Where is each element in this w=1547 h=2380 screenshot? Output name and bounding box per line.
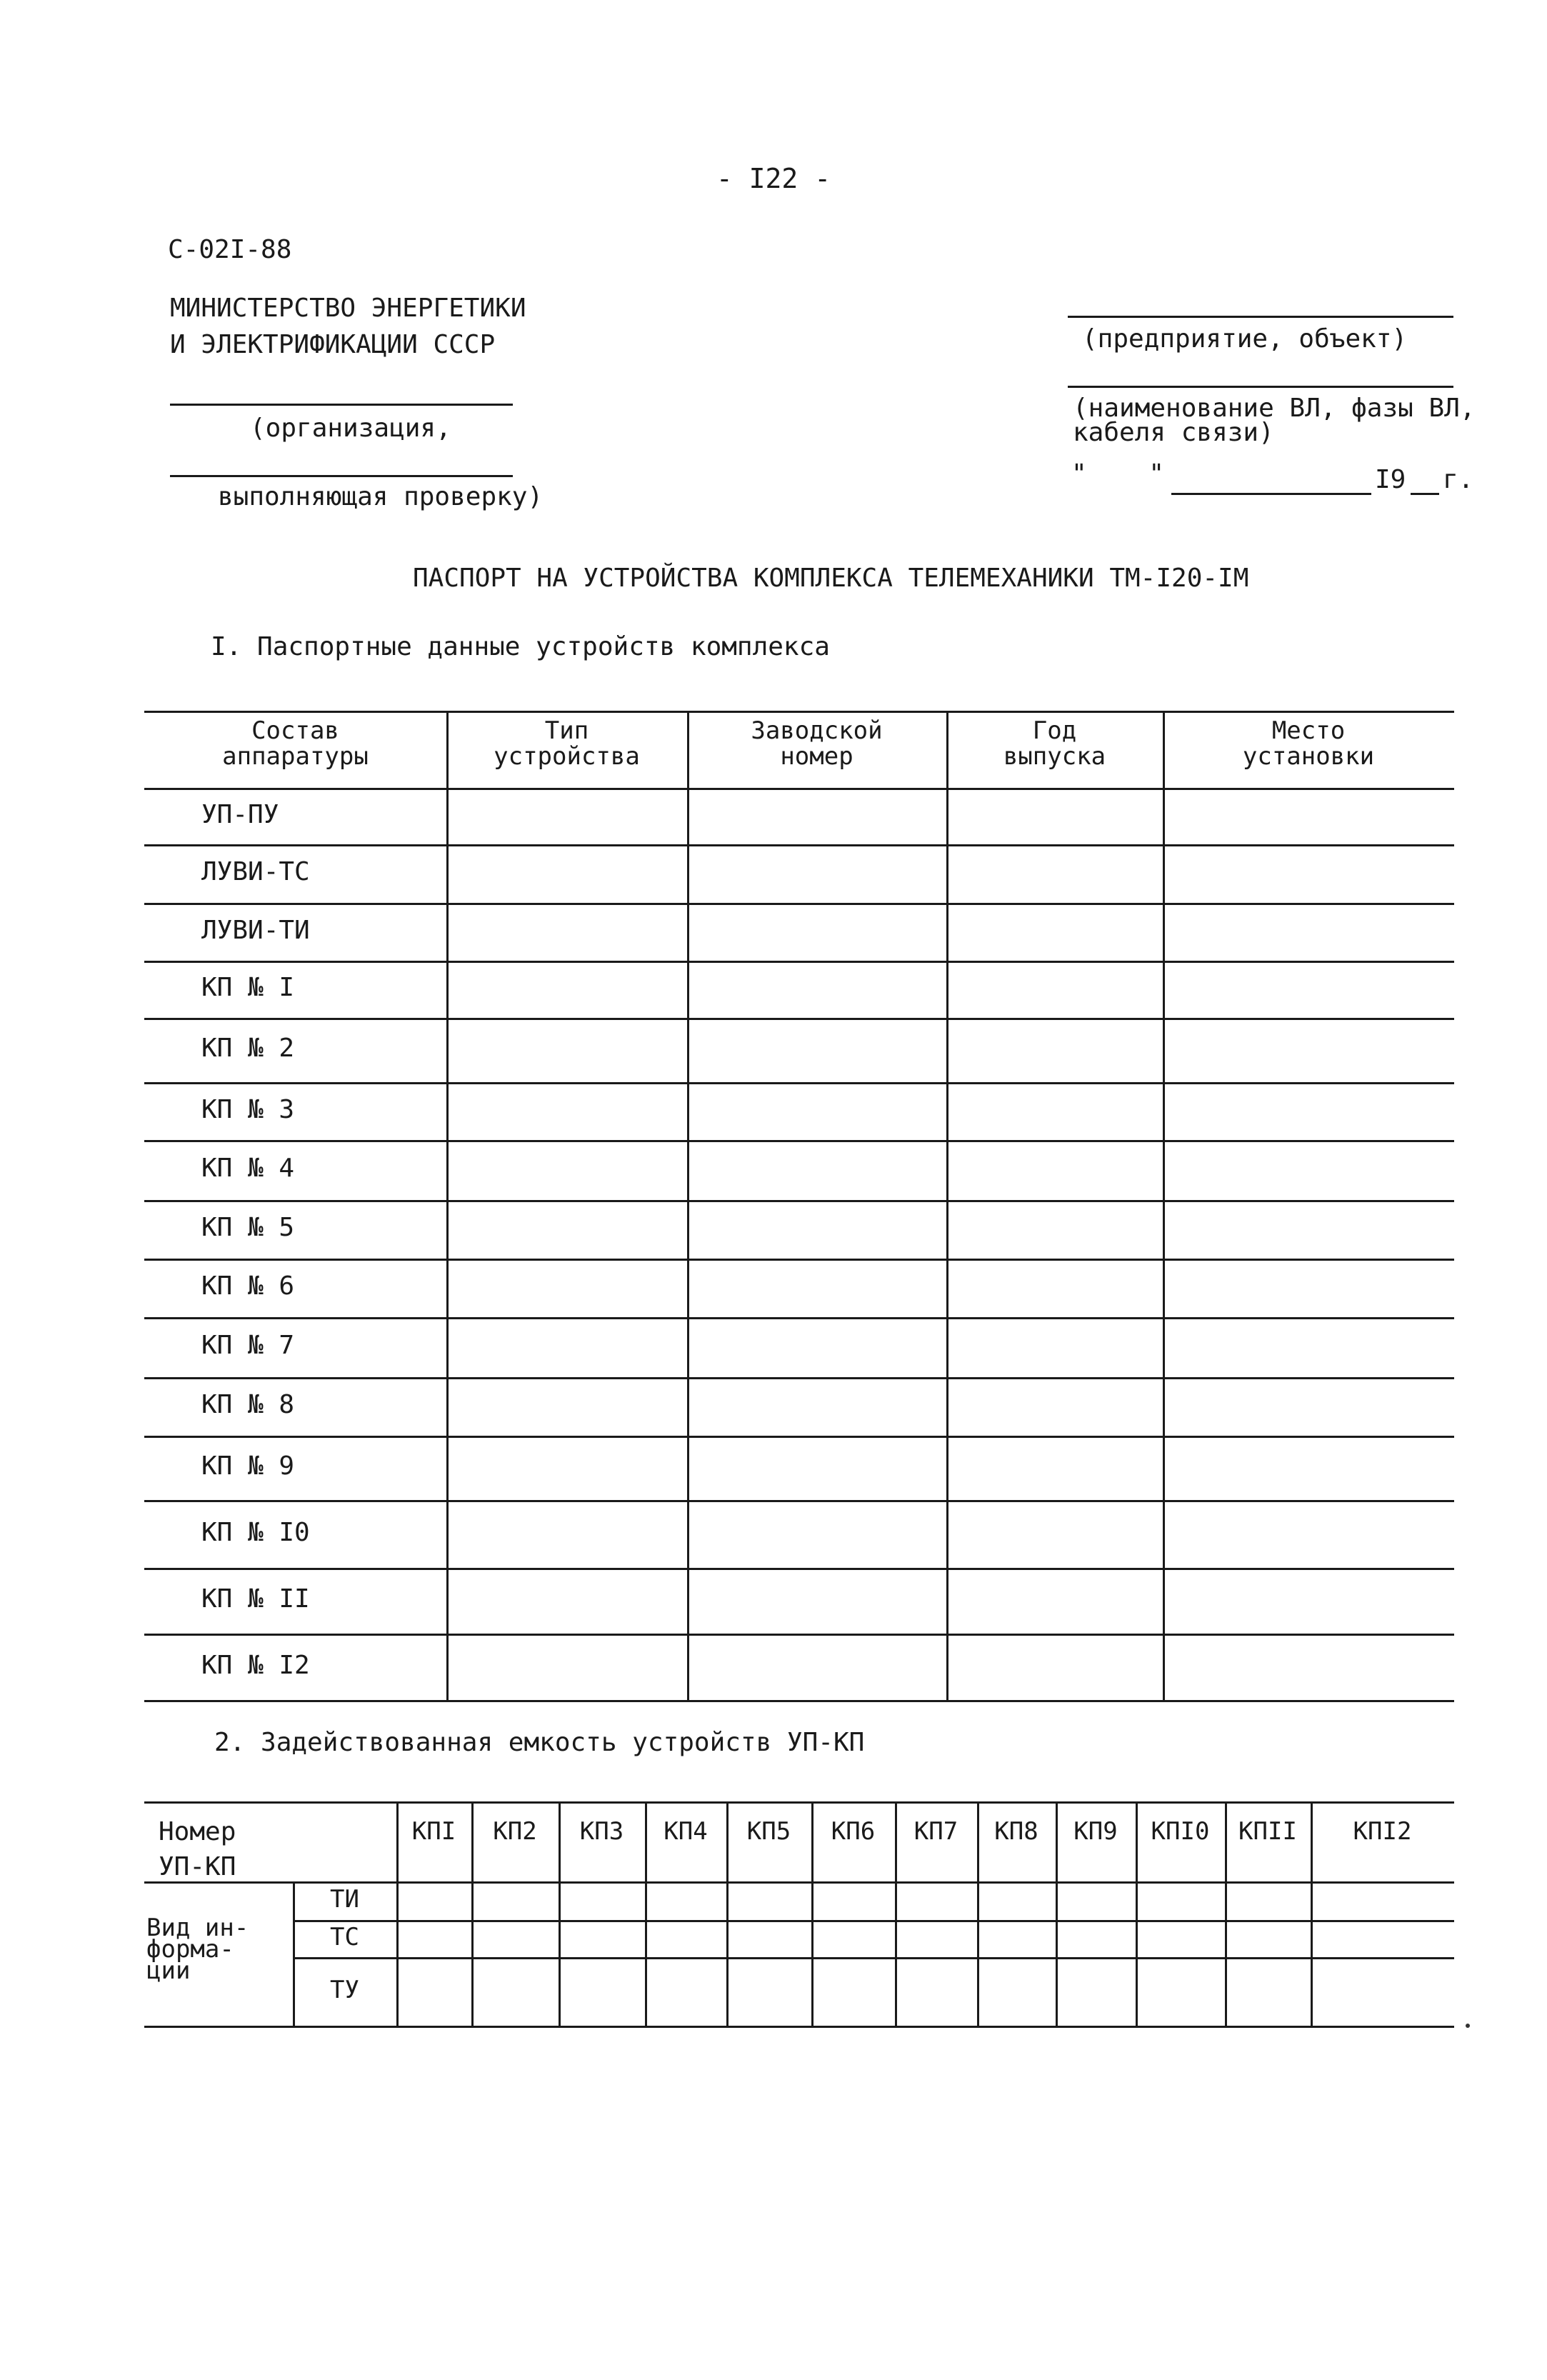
document-title: ПАСПОРТ НА УСТРОЙСТВА КОМПЛЕКСА ТЕЛЕМЕХАНИКИ ТМ-I20-IM bbox=[413, 564, 1249, 593]
header-line-2: аппаратуры bbox=[222, 742, 369, 771]
table-2-row-line bbox=[293, 1920, 1454, 1922]
table-1-row-line bbox=[144, 844, 1454, 846]
table-1-row-label: КП № I0 bbox=[201, 1518, 310, 1547]
table-2-column-header: КП6 bbox=[831, 1817, 876, 1846]
table-1-row-line bbox=[144, 1259, 1454, 1261]
document-code: С-02I-88 bbox=[168, 235, 292, 264]
table-1-row-label: ЛУВИ-ТС bbox=[201, 857, 310, 886]
table-1-top-line bbox=[144, 711, 1454, 713]
header-line-2: номер bbox=[780, 742, 853, 771]
info-type-label-2: форма- bbox=[146, 1935, 234, 1964]
header-line-1: Год bbox=[1032, 716, 1077, 745]
table-2-column-header: КПI0 bbox=[1151, 1817, 1210, 1846]
date-year-prefix: I9 bbox=[1375, 465, 1406, 494]
organization-caption: (организация, bbox=[250, 414, 451, 443]
header-line-2: выпуска bbox=[1003, 742, 1106, 771]
table-1-row-line bbox=[144, 961, 1454, 963]
table-1-row-label: ЛУВИ-ТИ bbox=[201, 916, 310, 945]
table-2-row-line bbox=[293, 1957, 1454, 1959]
line-name-blank-line bbox=[1068, 386, 1453, 388]
header-line-2: устройства bbox=[494, 742, 640, 771]
header-line-2: установки bbox=[1242, 742, 1375, 771]
table-1-column-line bbox=[446, 711, 449, 1700]
header-line-1: Состав bbox=[251, 716, 339, 745]
table-1-row-label: КП № I2 bbox=[201, 1651, 310, 1680]
table-1-row-label: КП № II bbox=[201, 1584, 310, 1614]
date-year-blank bbox=[1411, 493, 1439, 495]
table-2-bottom-line bbox=[144, 2026, 1454, 2028]
organization-blank-line-2 bbox=[170, 475, 513, 477]
table-1-row-label: КП № 5 bbox=[201, 1213, 295, 1242]
header-line-1: Заводской bbox=[751, 716, 883, 745]
section-2-heading: 2. Задействованная емкость устройств УП-КП bbox=[214, 1728, 865, 1757]
table-1-row-line bbox=[144, 1018, 1454, 1020]
table-1-row-label: КП № 7 bbox=[201, 1331, 295, 1360]
table-1-row-line bbox=[144, 788, 1454, 790]
table-1-row-line bbox=[144, 1500, 1454, 1502]
date-year-suffix: г. bbox=[1443, 465, 1474, 494]
table-1-header-cell bbox=[946, 718, 1163, 769]
table-1-row-line bbox=[144, 1140, 1454, 1142]
table-1-row-line bbox=[144, 1700, 1454, 1702]
table-2-column-header: КП5 bbox=[746, 1817, 791, 1846]
table-2-column-header: КП9 bbox=[1073, 1817, 1118, 1846]
line-name-caption-1: (наименование ВЛ, фазы ВЛ, bbox=[1073, 394, 1476, 423]
table-2-column-header: КП4 bbox=[664, 1817, 708, 1846]
table-1-row-line bbox=[144, 903, 1454, 905]
table-2-column-header: КП7 bbox=[913, 1817, 958, 1846]
info-type-row-label: ТИ bbox=[330, 1885, 359, 1914]
table-1-row-label: КП № 9 bbox=[201, 1451, 295, 1481]
table-1-row-line bbox=[144, 1436, 1454, 1438]
info-type-label-1: Вид ин- bbox=[146, 1914, 249, 1942]
table-1-row-label: КП № 3 bbox=[201, 1095, 295, 1124]
table-2-column-header: КП8 bbox=[994, 1817, 1038, 1846]
stray-dot bbox=[1466, 2024, 1470, 2028]
table-1-row-line bbox=[144, 1568, 1454, 1570]
table-1-row-line bbox=[144, 1634, 1454, 1636]
enterprise-blank-line bbox=[1068, 316, 1453, 318]
info-type-row-label: ТУ bbox=[330, 1976, 359, 2004]
header-line-1: Тип bbox=[544, 716, 589, 745]
ministry-line-1: МИНИСТЕРСТВО ЭНЕРГЕТИКИ bbox=[170, 294, 526, 323]
enterprise-caption: (предприятие, объект) bbox=[1082, 324, 1408, 354]
table-1-row-line bbox=[144, 1317, 1454, 1319]
table-1-row-label: КП № 8 bbox=[201, 1390, 295, 1419]
table-1-row-label: КП № I bbox=[201, 973, 295, 1002]
table-2-column-header: КПI bbox=[411, 1817, 456, 1846]
table-2-column-header: КП3 bbox=[579, 1817, 624, 1846]
table-2-column-header: КПII bbox=[1238, 1817, 1297, 1846]
table-1-header-cell bbox=[446, 718, 687, 769]
date-quotes: " " bbox=[1071, 459, 1165, 489]
table-1-row-line bbox=[144, 1377, 1454, 1379]
date-month-blank bbox=[1171, 493, 1371, 495]
info-type-label-3: ции bbox=[146, 1956, 191, 1985]
info-type-row-label: ТС bbox=[330, 1923, 359, 1951]
ministry-line-2: И ЭЛЕКТРИФИКАЦИИ СССР bbox=[170, 330, 496, 359]
table-1-column-line bbox=[1163, 711, 1165, 1700]
table-2-column-header: КП2 bbox=[493, 1817, 537, 1846]
section-1-heading: I. Паспортные данные устройств комплекса bbox=[211, 632, 830, 661]
table-1-row-line bbox=[144, 1200, 1454, 1202]
table-1-header-cell bbox=[144, 718, 446, 769]
table-2-top-line bbox=[144, 1801, 1454, 1804]
number-label-line-1: Номер bbox=[159, 1817, 236, 1846]
table-2-header-line bbox=[144, 1881, 1454, 1884]
table-1-row-label: КП № 2 bbox=[201, 1034, 295, 1063]
table-1-column-line bbox=[946, 711, 948, 1700]
organization-caption-2: выполняющая проверку) bbox=[218, 482, 544, 511]
table-1-column-line bbox=[687, 711, 689, 1700]
table-1-header-cell bbox=[1163, 718, 1454, 769]
organization-blank-line bbox=[170, 404, 513, 406]
table-1-row-label: КП № 4 bbox=[201, 1154, 295, 1183]
table-2-column-header: КПI2 bbox=[1353, 1817, 1412, 1846]
table-1-row-label: КП № 6 bbox=[201, 1271, 295, 1301]
number-label-line-2: УП-КП bbox=[159, 1852, 236, 1881]
table-1-row-line bbox=[144, 1082, 1454, 1084]
header-line-1: Место bbox=[1271, 716, 1346, 745]
page-number: - I22 - bbox=[716, 163, 831, 194]
line-name-caption-2: кабеля связи) bbox=[1073, 418, 1274, 447]
table-1-row-label: УП-ПУ bbox=[201, 800, 279, 829]
table-1-header-cell bbox=[687, 718, 946, 769]
